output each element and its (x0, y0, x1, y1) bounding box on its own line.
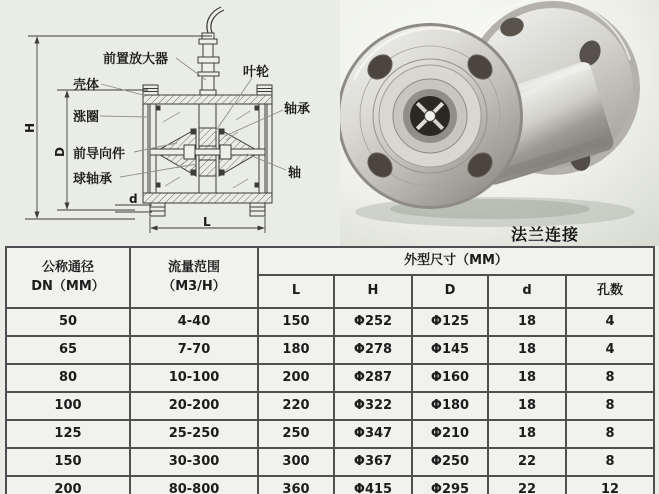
cell-L: 200 (258, 364, 334, 392)
cell-dn: 100 (6, 392, 130, 420)
label-front-guide: 前导向件 (73, 147, 126, 162)
header-holes: 孔数 (566, 275, 654, 308)
table-row (6, 420, 654, 448)
table-row (6, 308, 654, 336)
table-row (6, 336, 654, 364)
dim-d-label: d (129, 192, 138, 206)
label-impeller: 叶轮 (243, 65, 270, 80)
header-d: d (488, 275, 566, 308)
header-nominal-diameter (6, 247, 130, 308)
cell-d: 18 (488, 420, 566, 448)
cell-L: 250 (258, 420, 334, 448)
top-section (0, 0, 659, 246)
cell-L: 300 (258, 448, 334, 476)
cell-D: Φ125 (412, 308, 488, 336)
label-shaft: 轴 (288, 166, 302, 181)
dim-L-label: L (203, 215, 211, 229)
table-row (6, 476, 654, 494)
cell-D: Φ210 (412, 420, 488, 448)
cell-D: Φ295 (412, 476, 488, 494)
front-flange (340, 23, 523, 209)
cell-holes: 12 (566, 476, 654, 494)
cell-flow: 80-800 (130, 476, 258, 494)
header-flow-range (130, 247, 258, 308)
cell-dn: 200 (6, 476, 130, 494)
cell-dn: 150 (6, 448, 130, 476)
cell-holes: 8 (566, 364, 654, 392)
table-row (6, 364, 654, 392)
cell-flow: 10-100 (130, 364, 258, 392)
cell-d: 18 (488, 308, 566, 336)
cell-flow: 20-200 (130, 392, 258, 420)
flowmeter-cross-section-diagram (0, 0, 360, 246)
cell-flow: 4-40 (130, 308, 258, 336)
cell-flow: 7-70 (130, 336, 258, 364)
label-expansion-ring: 涨圈 (73, 110, 100, 125)
cell-D: Φ250 (412, 448, 488, 476)
cell-H: Φ252 (334, 308, 412, 336)
cell-holes: 8 (566, 448, 654, 476)
label-ball-bearing: 球轴承 (73, 172, 113, 187)
cell-L: 150 (258, 308, 334, 336)
header-nominal-diameter-line2: DN（MM） (31, 278, 105, 294)
cell-d: 22 (488, 476, 566, 494)
header-D: D (412, 275, 488, 308)
cell-H: Φ367 (334, 448, 412, 476)
cell-H: Φ278 (334, 336, 412, 364)
cell-holes: 4 (566, 336, 654, 364)
header-outer-dimensions: 外型尺寸（MM） (258, 247, 654, 275)
table-row (6, 392, 654, 420)
cell-D: Φ160 (412, 364, 488, 392)
header-L: L (258, 275, 334, 308)
cell-H: Φ287 (334, 364, 412, 392)
header-nominal-diameter-line1: 公称通径 (41, 259, 94, 275)
diagram-area (0, 0, 360, 246)
cable-line (207, 7, 221, 33)
cell-holes: 4 (566, 308, 654, 336)
photo-area (340, 0, 659, 246)
cell-H: Φ415 (334, 476, 412, 494)
label-housing: 壳体 (73, 78, 100, 93)
cell-holes: 8 (566, 392, 654, 420)
cell-dn: 125 (6, 420, 130, 448)
photo-caption: 法兰连接 (510, 225, 579, 244)
cell-dn: 80 (6, 364, 130, 392)
cell-flow: 30-300 (130, 448, 258, 476)
dim-H-label: H (23, 122, 37, 133)
cell-H: Φ347 (334, 420, 412, 448)
cell-L: 180 (258, 336, 334, 364)
table-row (6, 448, 654, 476)
cell-d: 22 (488, 448, 566, 476)
cell-dn: 65 (6, 336, 130, 364)
cell-D: Φ180 (412, 392, 488, 420)
header-H: H (334, 275, 412, 308)
cell-flow: 25-250 (130, 420, 258, 448)
cell-H: Φ322 (334, 392, 412, 420)
cell-L: 360 (258, 476, 334, 494)
cell-L: 220 (258, 392, 334, 420)
cable-line (211, 10, 224, 33)
flange-meter-photo (340, 0, 659, 246)
cell-d: 18 (488, 336, 566, 364)
cell-D: Φ145 (412, 336, 488, 364)
header-flow-range-line2: （M3/H） (162, 278, 226, 294)
cell-holes: 8 (566, 420, 654, 448)
header-flow-range-line1: 流量范围 (167, 259, 220, 275)
label-preamplifier: 前置放大器 (103, 52, 169, 67)
cell-dn: 50 (6, 308, 130, 336)
dim-D-label: D (53, 147, 67, 157)
cell-d: 18 (488, 364, 566, 392)
spec-table (5, 246, 655, 494)
sensor-stack (198, 7, 224, 95)
cell-d: 18 (488, 392, 566, 420)
label-bearing: 轴承 (284, 102, 311, 117)
